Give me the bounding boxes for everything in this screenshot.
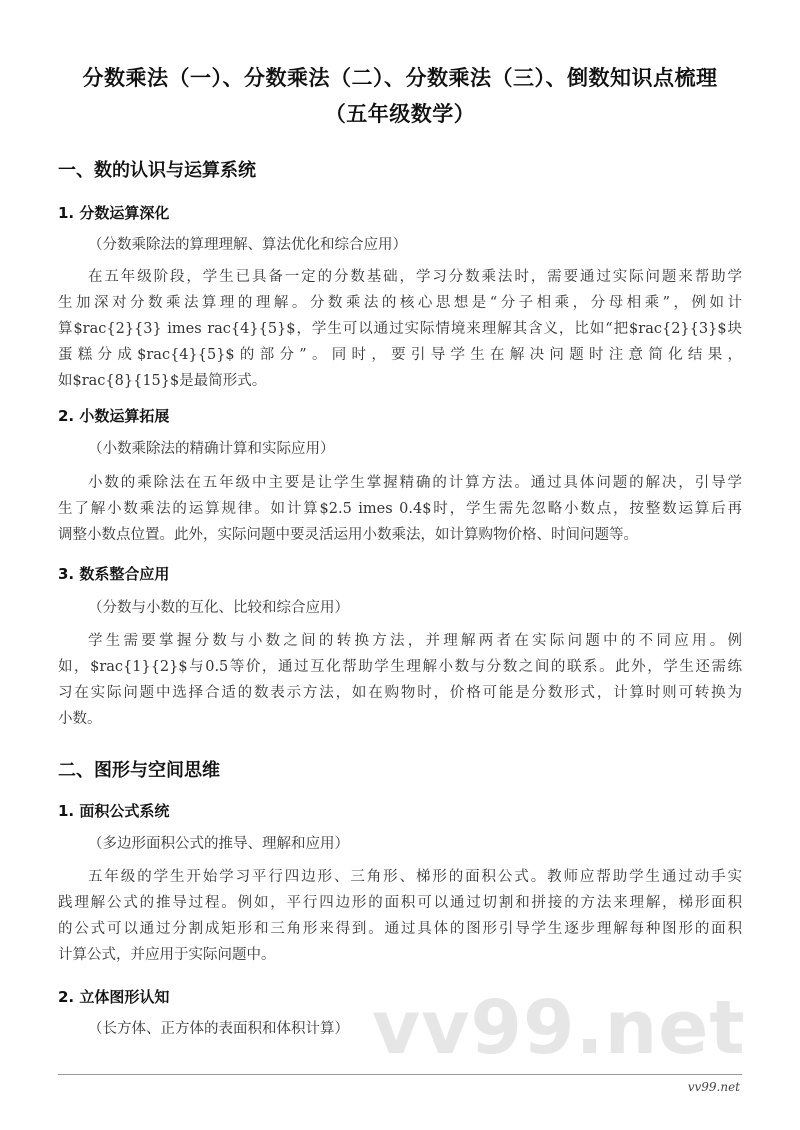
paragraph-line: 算$rac{2}{3} imes rac{4}{5}$，学生可以通过实际情境来理解其含义，比如“把$rac{2}{3}$块: [58, 321, 742, 337]
item-subtitle: （分数乘除法的算理理解、算法优化和综合应用）: [88, 237, 407, 253]
section-heading: 一、数的认识与运算系统: [58, 160, 256, 181]
item-heading: 2. 立体图形认知: [58, 988, 170, 1006]
footer-divider: [58, 1074, 742, 1075]
paragraph-line: 如$rac{8}{15}$是最简形式。: [58, 373, 267, 389]
paragraph: [58, 864, 742, 968]
item-heading: 3. 数系整合应用: [58, 565, 170, 583]
paragraph-line: 习在实际问题中选择合适的数表示方法，如在购物时，价格可能是分数形式，计算时则可转换为: [58, 685, 742, 701]
item-subtitle: （多边形面积公式的推导、理解和应用）: [88, 836, 349, 852]
paragraph-line: 践理解公式的推导过程。例如，平行四边形的面积可以通过切割和拼接的方法来理解，梯形面积: [58, 895, 742, 911]
paragraph: [58, 628, 742, 732]
paragraph-line: 的公式可以通过分割成矩形和三角形来得到。通过具体的图形引导学生逐步理解每种图形的面积: [58, 921, 742, 937]
paragraph-line: 小数的乘除法在五年级中主要是让学生掌握精确的计算方法。通过具体问题的解决，引导学: [88, 475, 742, 491]
paragraph-line: 生了解小数乘法的运算规律。如计算$2.5 imes 0.4$时，学生需先忽略小数点，按整数运算后再: [58, 501, 742, 517]
watermark: vv99.net: [372, 985, 746, 1071]
item-subtitle: （长方体、正方体的表面积和体积计算）: [88, 1021, 349, 1037]
paragraph-line: 蛋糕分成$rac{4}{5}$的部分”。同时，要引导学生在解决问题时注意简化结果，: [58, 347, 742, 363]
paragraph-line: 学生需要掌握分数与小数之间的转换方法，并理解两者在实际问题中的不同应用。例: [88, 633, 742, 649]
paragraph: [58, 470, 742, 548]
page-title: 分数乘法（一）、分数乘法（二）、分数乘法（三）、倒数知识点梳理: [82, 66, 718, 90]
paragraph-line: 计算公式，并应用于实际问题中。: [58, 947, 276, 963]
paragraph-line: 如，$rac{1}{2}$与0.5等价，通过互化帮助学生理解小数与分数之间的联系。此外，学生还需练: [58, 659, 742, 675]
section-heading: 二、图形与空间思维: [58, 760, 220, 781]
page-subtitle: （五年级数学）: [324, 102, 476, 126]
item-heading: 1. 面积公式系统: [58, 802, 170, 820]
paragraph-line: 小数。: [58, 711, 102, 727]
footer-site: vv99.net: [687, 1080, 740, 1094]
paragraph: [58, 264, 742, 394]
paragraph-line: 调整小数点位置。此外，实际问题中要灵活运用小数乘法，如计算购物价格、时间问题等。: [58, 527, 638, 543]
paragraph-line: 五年级的学生开始学习平行四边形、三角形、梯形的面积公式。教师应帮助学生通过动手实: [88, 869, 742, 885]
item-heading: 2. 小数运算拓展: [58, 407, 170, 425]
item-subtitle: （分数与小数的互化、比较和综合应用）: [88, 600, 349, 616]
paragraph-line: 生加深对分数乘法算理的理解。分数乘法的核心思想是“分子相乘，分母相乘”，例如计: [58, 295, 742, 311]
paragraph-line: 在五年级阶段，学生已具备一定的分数基础，学习分数乘法时，需要通过实际问题来帮助学: [88, 269, 742, 285]
item-heading: 1. 分数运算深化: [58, 204, 170, 222]
item-subtitle: （小数乘除法的精确计算和实际应用）: [88, 441, 335, 457]
